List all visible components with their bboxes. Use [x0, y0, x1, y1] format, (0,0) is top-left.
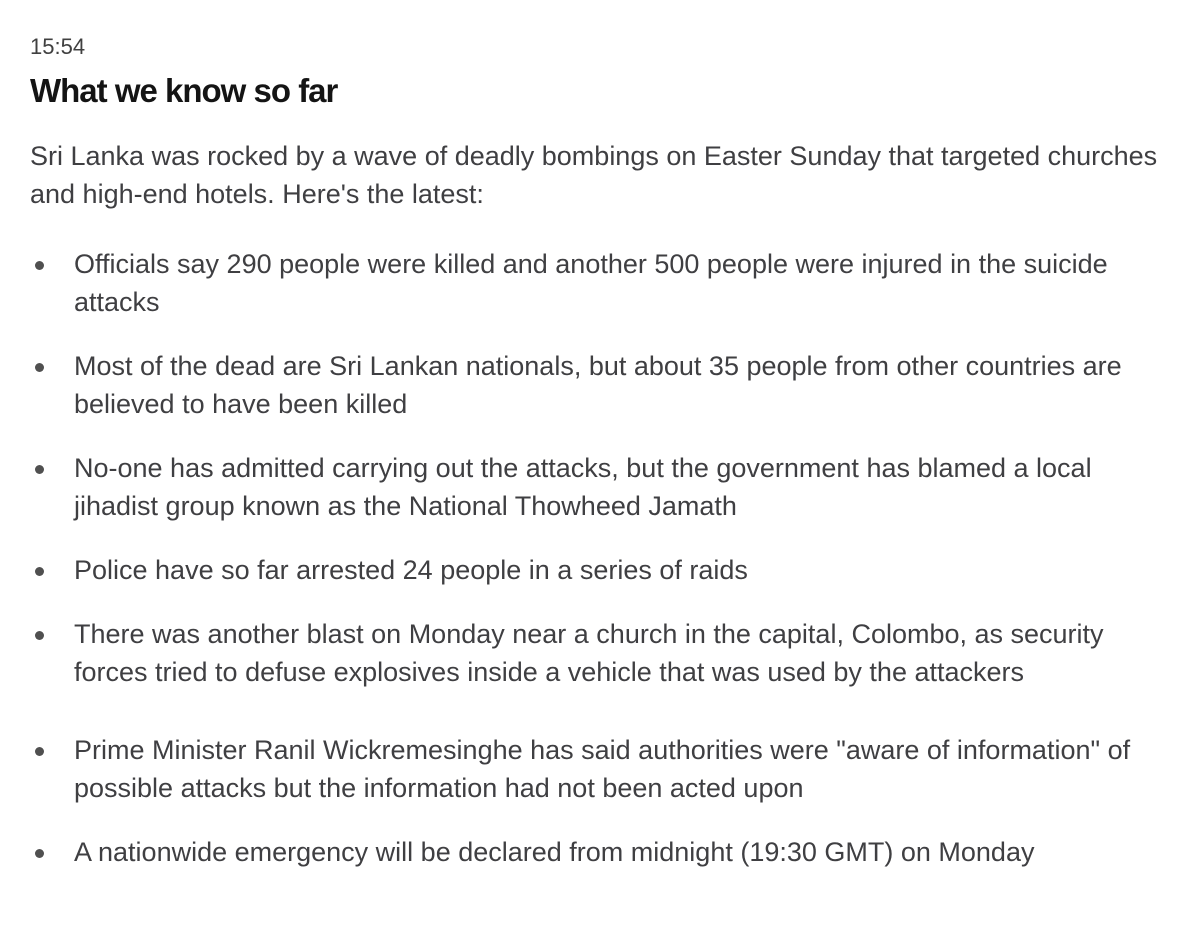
- post-headline: What we know so far: [30, 72, 338, 109]
- bullet-icon: [35, 465, 44, 474]
- list-item-text: No-one has admitted carrying out the attacks, but the government has blamed a local jihadist group known as the National Thowheed Jamath: [74, 453, 1092, 521]
- list-item: [30, 347, 1170, 423]
- bullet-icon: [35, 747, 44, 756]
- list-item: [30, 245, 1170, 321]
- list-item-text: Most of the dead are Sri Lankan nationals, but about 35 people from other countries are believed to have been killed: [74, 351, 1122, 419]
- list-item: [30, 551, 1170, 589]
- list-item-text: There was another blast on Monday near a church in the capital, Colombo, as security forces tried to defuse explosives inside a vehicle that was used by the attackers: [74, 619, 1104, 687]
- list-item-text: Officials say 290 people were killed and another 500 people were injured in the suicide attacks: [74, 249, 1108, 317]
- post-intro: Sri Lanka was rocked by a wave of deadly bombings on Easter Sunday that targeted churches and high-end hotels. Here's the latest:: [30, 141, 1158, 209]
- bullet-icon: [35, 261, 44, 270]
- list-item: [30, 449, 1170, 525]
- list-item-text: Prime Minister Ranil Wickremesinghe has said authorities were "aware of information" of possible attacks but the information had not been acted upon: [74, 735, 1131, 803]
- bullet-icon: [35, 849, 44, 858]
- list-item: [30, 731, 1170, 807]
- bullet-icon: [35, 631, 44, 640]
- list-item-text: Police have so far arrested 24 people in a series of raids: [74, 555, 748, 585]
- post-timestamp: 15:54: [30, 34, 86, 59]
- list-item: [30, 833, 1170, 871]
- bullet-icon: [35, 363, 44, 372]
- list-item: [30, 615, 1170, 691]
- list-item-text: A nationwide emergency will be declared from midnight (19:30 GMT) on Monday: [74, 837, 1035, 867]
- bullet-icon: [35, 567, 44, 576]
- key-points-list: [30, 245, 1170, 871]
